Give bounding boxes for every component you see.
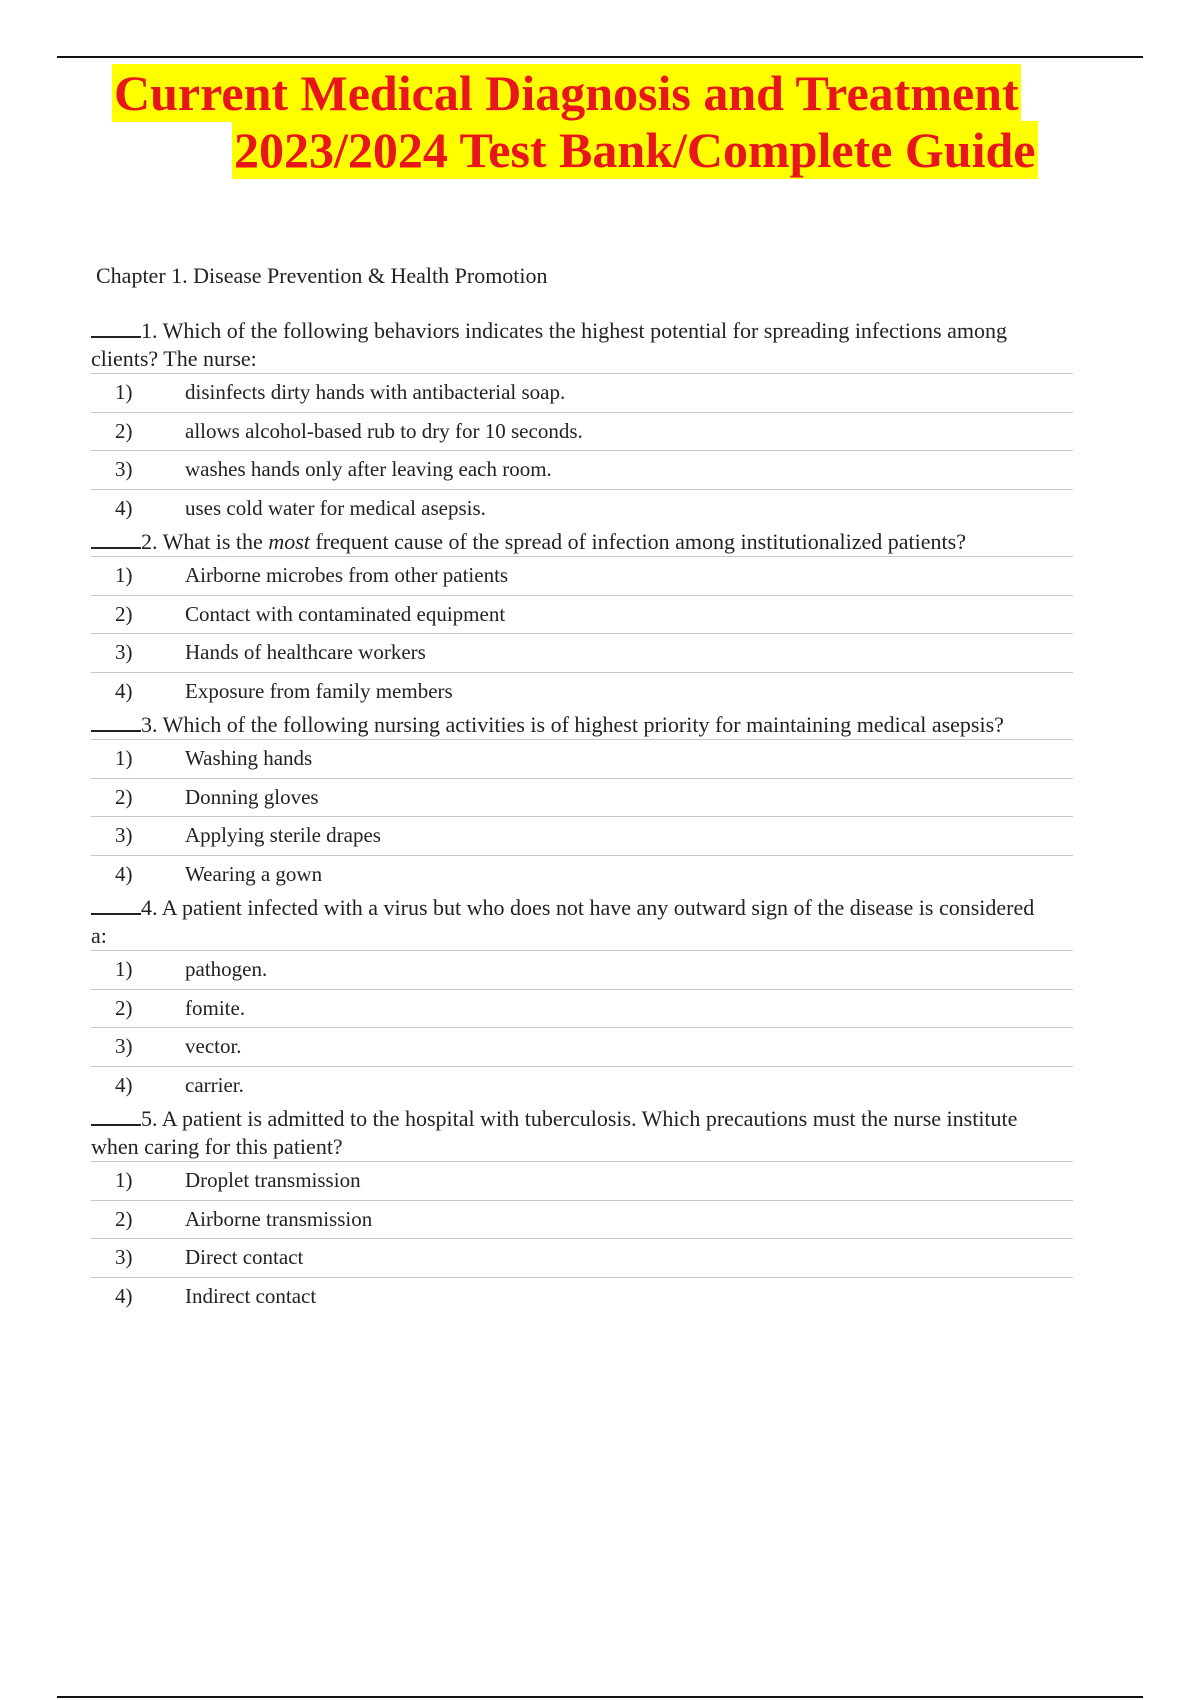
option-item[interactable] (91, 1200, 1073, 1239)
chapter-heading: Chapter 1. Disease Prevention & Health Promotion (96, 263, 548, 288)
question-number: 3. (141, 712, 158, 737)
option-number: 2) (115, 1206, 133, 1231)
option-number: 3) (115, 1034, 133, 1059)
option-item[interactable] (91, 1066, 1073, 1105)
option-text: vector. (185, 1034, 242, 1059)
question-text: Which of the following behaviors indicates the highest potential for spreading infections among clients? The nurse: (91, 318, 1007, 371)
option-list (91, 373, 1073, 527)
option-text: Donning gloves (185, 784, 319, 809)
question-2 (91, 527, 1073, 710)
option-item[interactable] (91, 489, 1073, 528)
question-number: 1. (141, 318, 158, 343)
answer-blank[interactable] (91, 527, 141, 549)
option-text: carrier. (185, 1072, 244, 1097)
option-number: 2) (115, 601, 133, 626)
option-number: 4) (115, 1283, 133, 1308)
question-text: Which of the following nursing activities is of highest priority for maintaining medical asepsis? (162, 712, 1004, 737)
option-item[interactable] (91, 412, 1073, 451)
question-text: A patient is admitted to the hospital with tuberculosis. Which precautions must the nurse institute when caring for this patient? (91, 1106, 1018, 1159)
option-item[interactable] (91, 950, 1073, 989)
option-number: 1) (115, 563, 133, 588)
option-item[interactable] (91, 595, 1073, 634)
question-number: 2. (141, 529, 158, 554)
question-stem (91, 527, 1073, 556)
option-text: disinfects dirty hands with antibacterial soap. (185, 380, 566, 405)
question-text-end: frequent cause of the spread of infection among institutionalized patients? (309, 529, 966, 554)
question-list (91, 316, 1073, 1315)
option-text: Droplet transmission (185, 1168, 361, 1193)
option-item[interactable] (91, 855, 1073, 894)
option-number: 3) (115, 1245, 133, 1270)
answer-blank[interactable] (91, 893, 141, 915)
answer-blank[interactable] (91, 1104, 141, 1126)
option-number: 1) (115, 1168, 133, 1193)
option-text: Airborne transmission (185, 1206, 373, 1231)
option-list (91, 950, 1073, 1104)
option-text: Exposure from family members (185, 678, 453, 703)
option-text: Airborne microbes from other patients (185, 563, 509, 588)
option-number: 4) (115, 861, 133, 886)
option-item[interactable] (91, 450, 1073, 489)
option-text: Applying sterile drapes (185, 823, 381, 848)
option-item[interactable] (91, 373, 1073, 412)
option-item[interactable] (91, 1027, 1073, 1066)
option-text: pathogen. (185, 957, 268, 982)
option-text: washes hands only after leaving each room. (185, 457, 552, 482)
option-text: Direct contact (185, 1245, 304, 1270)
option-item[interactable] (91, 1277, 1073, 1316)
option-text: allows alcohol-based rub to dry for 10 seconds. (185, 418, 583, 443)
option-number: 2) (115, 995, 133, 1020)
option-text: fomite. (185, 995, 246, 1020)
bottom-rule (57, 1696, 1143, 1698)
option-number: 2) (115, 418, 133, 443)
option-item[interactable] (91, 672, 1073, 711)
option-item[interactable] (91, 1238, 1073, 1277)
option-number: 3) (115, 457, 133, 482)
option-item[interactable] (91, 556, 1073, 595)
option-list (91, 556, 1073, 710)
option-number: 1) (115, 746, 133, 771)
question-5 (91, 1104, 1073, 1315)
option-list (91, 1161, 1073, 1315)
option-number: 4) (115, 678, 133, 703)
question-number: 4. (141, 895, 158, 920)
question-3 (91, 710, 1073, 893)
option-item[interactable] (91, 1161, 1073, 1200)
question-1 (91, 316, 1073, 527)
option-item[interactable] (91, 739, 1073, 778)
question-stem (91, 893, 1073, 950)
option-number: 4) (115, 1072, 133, 1097)
option-list (91, 739, 1073, 893)
question-text: A patient infected with a virus but who does not have any outward sign of the disease is considered a: (91, 895, 1035, 948)
option-text: uses cold water for medical asepsis. (185, 495, 486, 520)
option-number: 2) (115, 784, 133, 809)
question-4 (91, 893, 1073, 1104)
option-text: Wearing a gown (185, 861, 323, 886)
option-number: 1) (115, 380, 133, 405)
option-text: Hands of healthcare workers (185, 640, 426, 665)
question-stem (91, 710, 1073, 739)
option-number: 3) (115, 823, 133, 848)
title-line-1: Current Medical Diagnosis and Treatment (114, 65, 1019, 121)
option-text: Indirect contact (185, 1283, 317, 1308)
option-number: 1) (115, 957, 133, 982)
title-line-2: 2023/2024 Test Bank/Complete Guide (234, 122, 1036, 178)
answer-blank[interactable] (91, 710, 141, 732)
option-text: Contact with contaminated equipment (185, 601, 506, 626)
option-number: 3) (115, 640, 133, 665)
question-text-start: What is the (162, 529, 269, 554)
question-stem (91, 316, 1073, 373)
option-text: Washing hands (185, 746, 313, 771)
option-item[interactable] (91, 989, 1073, 1028)
option-item[interactable] (91, 816, 1073, 855)
option-number: 4) (115, 495, 133, 520)
answer-blank[interactable] (91, 316, 141, 338)
emphasis-text: most (268, 529, 310, 554)
top-rule (57, 56, 1143, 58)
option-item[interactable] (91, 633, 1073, 672)
question-number: 5. (141, 1106, 158, 1131)
question-stem (91, 1104, 1073, 1161)
option-item[interactable] (91, 778, 1073, 817)
